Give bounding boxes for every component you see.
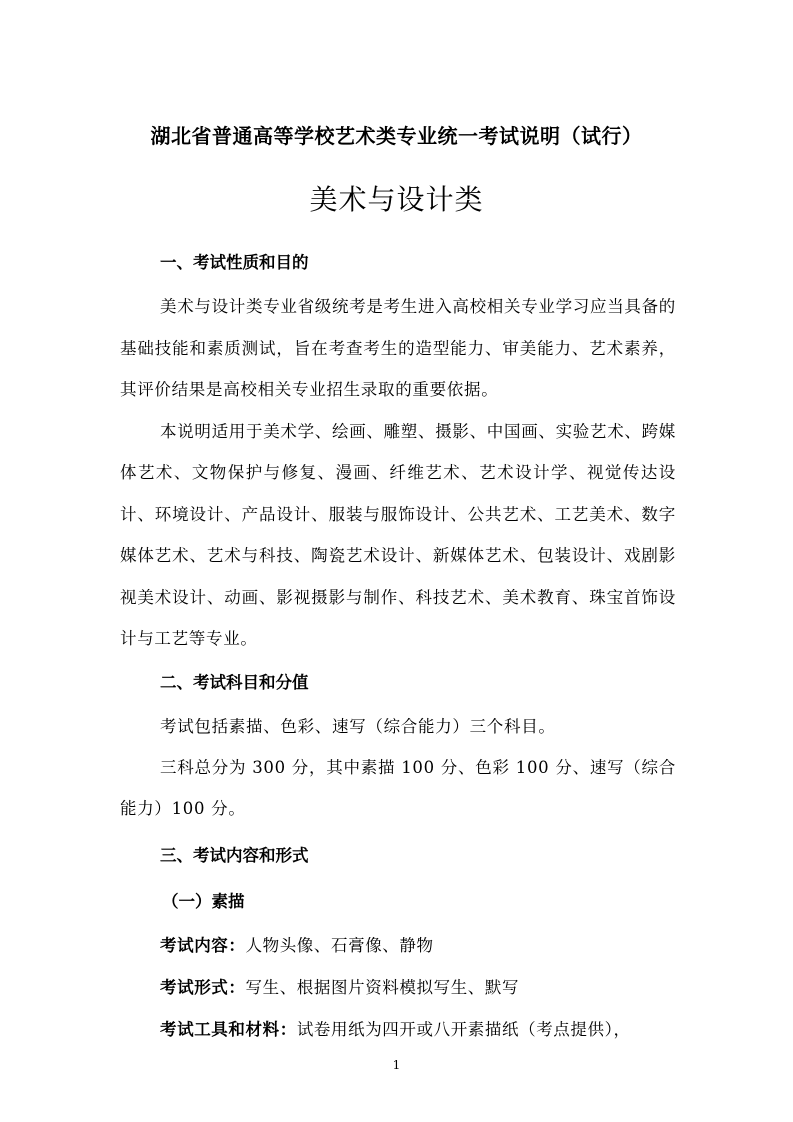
document-title: 湖北省普通高等学校艺术类专业统一考试说明（试行） [150, 124, 643, 148]
exam-item-value: 试卷用纸为四开或八开素描纸（考点提供）， [296, 1019, 631, 1039]
exam-item-label: 考试形式： [160, 977, 246, 997]
paragraph: 本说明适用于美术学、绘画、雕塑、摄影、中国画、实验艺术、跨媒体艺术、文物保护与修复、漫画、纤维艺术、艺术设计学、视觉传达设计、环境设计、产品设计、服装与服饰设计、公共艺术、工艺美术、数字媒体艺术、艺术与科技、陶瓷艺术设计、新媒体艺术、包装设计、戏剧影视美术设计、动画、影视摄影与制作、科技艺术、美术教育、珠宝首饰设计与工艺等专业。 [120, 421, 676, 648]
exam-item-value: 写生、根据图片资料模拟写生、默写 [245, 977, 520, 997]
exam-item [120, 1009, 676, 1051]
document-body [120, 240, 676, 1051]
paragraph: 三科总分为 300 分，其中素描 100 分、色彩 100 分、速写（综合能力）100 分。 [120, 757, 676, 818]
paragraph: 考试包括素描、色彩、速写（综合能力）三个科目。 [160, 716, 556, 736]
paragraph: 美术与设计类专业省级统考是考生进入高校相关专业学习应当具备的基础技能和素质测试，旨在考查考生的造型能力、审美能力、艺术素养，其评价结果是高校相关专业招生录取的重要依据。 [120, 297, 676, 399]
exam-item-value: 人物头像、石膏像、静物 [245, 935, 434, 955]
document-subtitle: 美术与设计类 [309, 183, 484, 216]
exam-item [120, 967, 676, 1009]
exam-item-label: 考试工具和材料： [160, 1019, 297, 1039]
section-heading-2: 二、考试科目和分值 [160, 672, 309, 692]
exam-item-label: 考试内容： [160, 935, 246, 955]
exam-item [120, 925, 676, 967]
subsection-heading: （一）素描 [162, 891, 245, 911]
section-heading-3: 三、考试内容和形式 [160, 845, 309, 865]
page-number: 1 [392, 1058, 401, 1072]
section-heading-1: 一、考试性质和目的 [160, 253, 309, 272]
